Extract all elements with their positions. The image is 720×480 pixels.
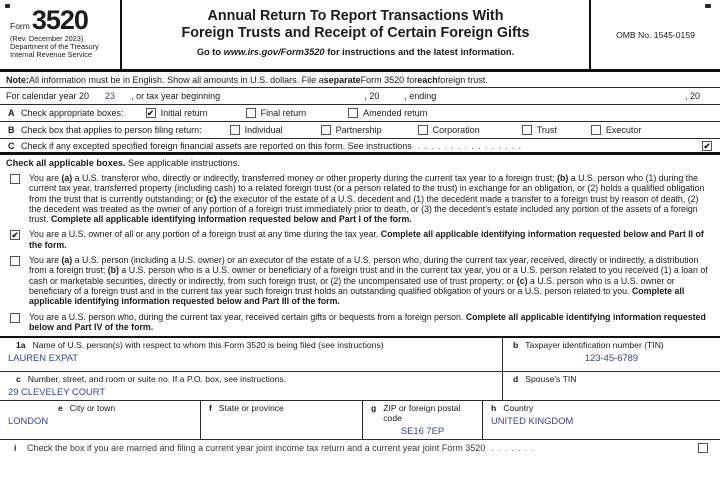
field-state-value[interactable] [201, 413, 362, 418]
row-c-letter: C [8, 140, 15, 151]
scan-artifact [705, 4, 711, 8]
comma-20-second: , 20 [685, 91, 701, 101]
option-amended-return-label: Amended return [363, 108, 428, 118]
row-city-state-zip-country [0, 401, 720, 440]
field-tin-value[interactable]: 123-45-6789 [584, 352, 639, 364]
field-country [483, 401, 720, 439]
checkbox-corporation[interactable] [418, 125, 428, 135]
cutoff-row-num: i [14, 443, 17, 454]
option-partnership [321, 125, 382, 135]
field-tin [503, 338, 720, 371]
tax-year-beginning-label: , or tax year beginning [131, 91, 221, 101]
field-state-label: State or province [218, 403, 284, 414]
field-name-num: 1a [16, 340, 26, 351]
field-spouse-tin-label: Spouse's TIN [525, 374, 577, 385]
checkbox-individual[interactable] [230, 125, 240, 135]
paragraph-transferor [0, 169, 720, 225]
cutoff-row [0, 440, 720, 453]
form-number-block [0, 0, 122, 69]
field-zip-label: ZIP or foreign postal code [383, 403, 461, 424]
paragraph-gifts-text: You are a U.S. person who, during the current tax year, received certain gifts or bequests from a foreign person. Complete all applicable identifying information requested below and Part IV of the form. [29, 311, 706, 332]
option-partnership-label: Partnership [335, 125, 382, 135]
check-all-header: Check all applicable boxes. See applicable instructions. [6, 158, 240, 168]
dept-treasury: Department of the Treasury [10, 42, 99, 51]
row-c [0, 139, 720, 155]
field-state-num: f [209, 403, 212, 414]
option-corporation-label: Corporation [432, 125, 480, 135]
field-city-label: City or town [69, 403, 116, 414]
field-spouse-tin [503, 372, 720, 400]
row-b-letter: B [8, 125, 15, 135]
checkbox-joint-return[interactable] [698, 443, 708, 453]
goto-instructions-line: Go to www.irs.gov/Form3520 for instructions and the latest information. [196, 47, 515, 57]
option-initial-return [146, 108, 208, 118]
field-country-num: h [491, 403, 497, 414]
field-name-label: Name of U.S. person(s) with respect to whom this Form 3520 is being filed (see instructions) [32, 340, 384, 351]
option-final-return [246, 108, 307, 118]
field-street-value[interactable]: 29 CLEVELEY COURT [8, 386, 106, 398]
row-a-label: Check appropriate boxes: [21, 108, 124, 118]
calendar-year-prefix: For calendar year 20 [6, 91, 90, 101]
field-zip-num: g [371, 403, 377, 414]
field-street-num: c [16, 374, 21, 385]
field-spouse-tin-value[interactable] [503, 384, 720, 389]
option-trust [522, 125, 557, 135]
field-country-label: Country [503, 403, 534, 414]
option-initial-return-label: Initial return [160, 108, 208, 118]
omb-number: OMB No. 1545-0159 [589, 0, 720, 69]
field-zip-value[interactable]: SE16 7EP [400, 425, 445, 437]
cutoff-row-text: Check the box if you are married and filing a current year joint income tax return and a current year joint Form 3520 [27, 443, 486, 454]
option-executor [591, 125, 642, 135]
field-city [0, 401, 201, 439]
checkbox-us-owner[interactable]: ✔ [11, 230, 19, 241]
title-block [122, 0, 589, 69]
ending-label: , ending [404, 91, 437, 101]
checkbox-partnership[interactable] [321, 125, 331, 135]
dot-leaders: . . . . . . . . . . . . . . . . [417, 140, 522, 151]
option-individual [230, 125, 283, 135]
option-final-return-label: Final return [260, 108, 307, 118]
comma-20-first: , 20 [364, 91, 380, 101]
field-tin-num: b [513, 340, 519, 351]
paragraph-distribution-text: You are (a) a U.S. person (including a U.S. owner) or an executor of the estate of a U.S. person who, during the current tax year, received, directly or indirectly, a distribution from a foreign trust; (b) a U.S. person who is a U.S. owner or beneficiary of a foreign trust and in the current tax year, you or a U.S. person related to you received (1) a loan of cash or marketable securities, directly or indirectly, from such foreign trust, or (2) the uncompensated use of trust property; or (c) a U.S. person who is a U.S. owner or beneficiary of a foreign trust and in the current tax year such foreign trust holds an outstanding qualified obligation of yours or a U.S. person related to you. Complete all applicable identifying information requested below and Part III of the form. [29, 255, 708, 307]
field-tin-label: Taxpayer identification number (TIN) [525, 340, 664, 351]
field-spouse-tin-num: d [513, 374, 519, 385]
checkbox-distribution[interactable] [10, 256, 20, 266]
calendar-year-value[interactable]: 23 [105, 91, 116, 101]
paragraph-us-owner [0, 225, 720, 251]
identification-grid [0, 336, 720, 453]
field-street-label: Number, street, and room or suite no. If a P.O. box, see instructions. [27, 374, 287, 385]
option-amended-return [348, 108, 428, 118]
option-corporation [418, 125, 480, 135]
row-b [0, 122, 720, 139]
row-a-letter: A [8, 108, 15, 118]
row-street-spousetin [0, 372, 720, 401]
form-revision: (Rev. December 2023) [10, 34, 84, 43]
paragraph-gifts [0, 308, 720, 334]
form-number: 3520 [31, 5, 88, 35]
checkbox-amended-return[interactable] [348, 108, 358, 118]
checkbox-executor[interactable] [591, 125, 601, 135]
checkbox-transferor[interactable] [10, 174, 20, 184]
option-trust-label: Trust [536, 125, 557, 135]
checkbox-excepted-assets[interactable]: ✔ [703, 140, 711, 151]
field-name [0, 338, 503, 371]
field-zip [363, 401, 483, 439]
scan-artifact [5, 4, 10, 8]
row-name-tin [0, 338, 720, 372]
form-word: Form [10, 21, 30, 31]
field-name-value[interactable]: LAUREN EXPAT [8, 352, 78, 364]
row-b-label: Check box that applies to person filing return: [21, 125, 202, 135]
note-line: Note: All information must be in English. Show all amounts in U.S. dollars. File a separate Form 3520 for each foreign trust. [0, 72, 720, 88]
form-title-line2: Foreign Trusts and Receipt of Certain Foreign Gifts [181, 24, 530, 41]
option-executor-label: Executor [605, 125, 642, 135]
checkbox-trust[interactable] [522, 125, 532, 135]
option-individual-label: Individual [244, 125, 283, 135]
row-a [0, 105, 720, 122]
row-c-label: Check if any excepted specified foreign financial assets are reported on this form. See instructions [21, 140, 412, 151]
field-country-value[interactable]: UNITED KINGDOM [491, 415, 574, 427]
paragraph-transferor-text: You are (a) a U.S. transferor who, directly or indirectly, transferred money or other property during the current tax year to a foreign trust; (b) a U.S. person who (1) during the current tax year, transferred property (including cash) to a related foreign trust (or a person related to the trust) in exchange for an obligation, or (2) holds a qualified obligation from the trust that is currently outstanding; or (c) the executor of the estate of a U.S. decedent and (1) the decedent made a transfer to a foreign trust by reason of death, (2) the decedent was treated as the owner of any portion of a foreign trust immediately prior to death, or (3) the decedent's estate included any portion of the assets of a foreign trust. Complete all applicable identifying information requested below and Part I of the form. [29, 173, 705, 225]
form-title-line1: Annual Return To Report Transactions With [207, 8, 504, 24]
checkbox-initial-return[interactable]: ✔ [147, 108, 155, 118]
field-city-num: e [58, 403, 63, 414]
dept-irs: Internal Revenue Service [10, 50, 92, 60]
field-street [0, 372, 503, 400]
checkbox-final-return[interactable] [246, 108, 256, 118]
paragraph-us-owner-text: You are a U.S. owner of all or any portion of a foreign trust at any time during the tax year. Complete all applicable identifying information requested below and Part II of the form. [29, 229, 704, 250]
checkbox-gifts[interactable] [10, 313, 20, 323]
form-header [0, 0, 720, 72]
field-city-value[interactable]: LONDON [8, 415, 49, 427]
calendar-year-row [0, 88, 720, 105]
cutoff-dot-leaders: . . . . . . . [491, 443, 535, 454]
paragraph-distribution [0, 251, 720, 307]
field-state [201, 401, 363, 439]
